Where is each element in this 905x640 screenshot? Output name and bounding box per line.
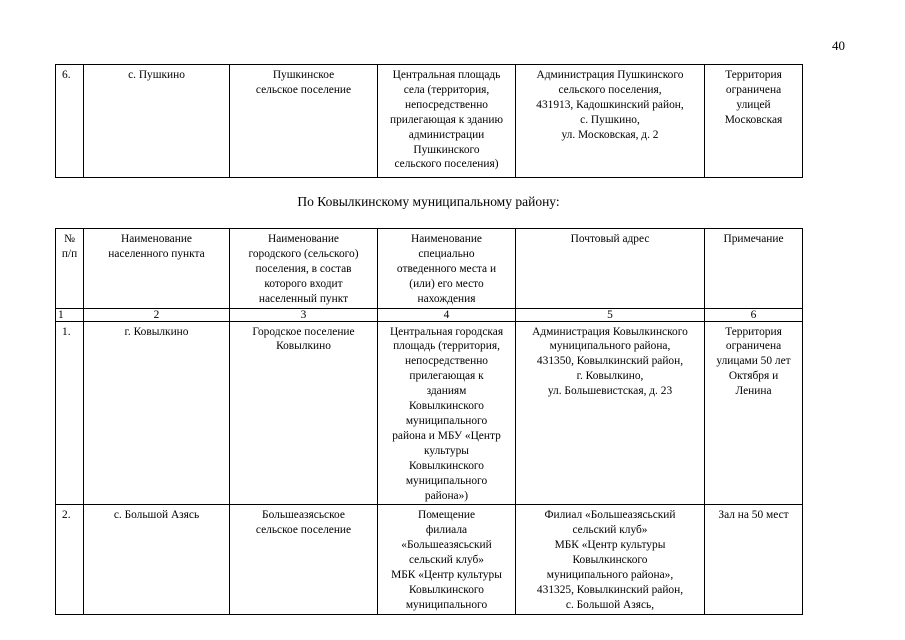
section-heading: По Ковылкинскому муниципальному району:	[297, 194, 560, 209]
text-line: Ковылкино	[276, 340, 331, 353]
column-index-row	[56, 308, 803, 321]
text-line: культуры	[424, 444, 469, 457]
text-line: специально	[418, 247, 475, 260]
header-note	[705, 229, 803, 309]
text-line: района и МБУ «Центр	[392, 429, 501, 442]
text-line: г. Ковылкино,	[576, 370, 644, 383]
postal-address	[516, 505, 705, 614]
text-line: Администрация Пушкинского	[536, 69, 684, 81]
settlement-name: с. Большой Азясь	[84, 505, 230, 614]
text-line: Территория	[725, 69, 782, 81]
note	[705, 505, 803, 614]
header-settlement	[84, 229, 230, 309]
text-line: муниципального района,	[549, 340, 671, 353]
text-line: городского (сельского)	[248, 247, 359, 260]
municipality-name	[230, 505, 378, 614]
text-line: муниципального	[405, 598, 488, 611]
text-line: Примечание	[723, 233, 784, 245]
text-line: Ковылкинского	[409, 583, 484, 596]
place-description	[378, 505, 516, 614]
text-line: Наименование	[121, 233, 192, 245]
text-line: Пушкинского	[413, 143, 480, 156]
postal-address	[516, 65, 705, 178]
text-line: прилегающая к зданию	[389, 113, 503, 126]
settlement-name: г. Ковылкино	[84, 321, 230, 505]
text-line: населенный пункт	[258, 292, 349, 305]
text-line: 431350, Ковылкинский район,	[536, 355, 684, 368]
text-line: сельское поселение	[255, 524, 352, 537]
text-line: улицей	[736, 98, 771, 111]
text-line: района»)	[424, 489, 469, 502]
table-row	[56, 505, 803, 614]
row-number: 6.	[56, 65, 84, 178]
text-line: ограничена	[725, 340, 782, 353]
text-line: ул. Московская, д. 2	[561, 128, 659, 141]
text-line: Почтовый адрес	[570, 233, 650, 245]
text-line: Администрация Ковылкинского	[532, 325, 688, 338]
text-line: «Большеазясьский	[401, 539, 492, 552]
place-description	[378, 65, 516, 178]
row-number: 1.	[56, 321, 84, 505]
text-line: муниципального	[405, 414, 488, 427]
municipality-name	[230, 321, 378, 505]
text-line: Наименование	[411, 233, 482, 245]
text-line: 431325, Ковылкинский район,	[536, 583, 684, 596]
text-line: Ковылкинского	[409, 459, 484, 472]
municipality-name	[230, 65, 378, 178]
settlement-name: с. Пушкино	[84, 65, 230, 178]
text-line: села (территория,	[403, 83, 490, 96]
text-line: непосредственно	[405, 355, 488, 368]
header-row	[56, 229, 803, 309]
text-line: МБК «Центр культуры	[391, 569, 502, 582]
text-line: прилегающая к	[409, 370, 484, 383]
text-line: поселения, в состав	[255, 262, 352, 275]
kovylkino-table	[55, 228, 803, 615]
text-line: сельское поселение	[255, 83, 352, 96]
column-index: 5	[516, 308, 705, 321]
text-line: нахождения	[417, 292, 476, 305]
header-address	[516, 229, 705, 309]
text-line: улицами 50 лет	[716, 355, 791, 368]
place-description	[378, 321, 516, 505]
page-number: 40	[832, 38, 845, 53]
row-number: 2.	[56, 505, 84, 614]
text-line: сельский клуб»	[408, 554, 484, 567]
text-line: площадь (территория,	[393, 340, 500, 353]
text-line: с. Большой Азясь,	[565, 598, 655, 611]
header-num	[56, 229, 84, 309]
text-line: филиала	[425, 524, 468, 537]
text-line: Городское поселение	[252, 325, 355, 338]
text-line: ул. Большевистская, д. 23	[547, 385, 673, 398]
text-line: Большеазясьское	[262, 509, 345, 522]
text-line: Ковылкинского	[409, 400, 484, 413]
text-line: с. Пушкино,	[580, 113, 640, 126]
text-line: Ленина	[735, 385, 772, 398]
text-line: администрации	[408, 128, 485, 141]
header-place	[378, 229, 516, 309]
text-line: Пушкинское	[272, 69, 335, 81]
table-row	[56, 65, 803, 178]
text-line: Ковылкинского	[572, 554, 648, 567]
text-line: отведенного места и	[396, 262, 497, 275]
text-line: Филиал «Большеазясьский	[544, 509, 676, 522]
text-line: Центральная городская	[389, 325, 504, 338]
text-line: Центральная площадь	[392, 69, 501, 81]
text-line: ограничена	[725, 83, 782, 96]
text-line: сельского поселения)	[394, 158, 499, 171]
text-line: которого входит	[264, 277, 343, 290]
text-line: МБК «Центр культуры	[554, 539, 666, 552]
text-line: п/п	[61, 247, 78, 260]
text-line: Территория	[725, 325, 782, 338]
text-line: Зал на 50 мест	[718, 509, 789, 522]
column-index: 2	[84, 308, 230, 321]
text-line: (или) его место	[409, 277, 484, 290]
column-index: 4	[378, 308, 516, 321]
note	[705, 321, 803, 505]
column-index: 6	[705, 308, 803, 321]
text-line: муниципального	[405, 474, 488, 487]
text-line: муниципального района»,	[546, 569, 674, 582]
text-line: Московская	[724, 113, 783, 126]
text-line: зданиям	[426, 385, 467, 398]
header-municipality	[230, 229, 378, 309]
text-line: Октября и	[728, 370, 779, 383]
pushkino-table	[55, 64, 803, 178]
text-line: 431913, Кадошкинский район,	[536, 98, 684, 111]
text-line: №	[64, 233, 75, 245]
text-line: непосредственно	[405, 98, 488, 111]
note	[705, 65, 803, 178]
text-line: населенного пункта	[108, 247, 205, 260]
text-line: сельский клуб»	[572, 524, 648, 537]
column-index: 1	[56, 308, 84, 321]
text-line: сельского поселения,	[558, 83, 662, 96]
table-row	[56, 321, 803, 505]
postal-address	[516, 321, 705, 505]
column-index: 3	[230, 308, 378, 321]
text-line: Помещение	[417, 509, 476, 522]
text-line: Наименование	[268, 233, 339, 245]
